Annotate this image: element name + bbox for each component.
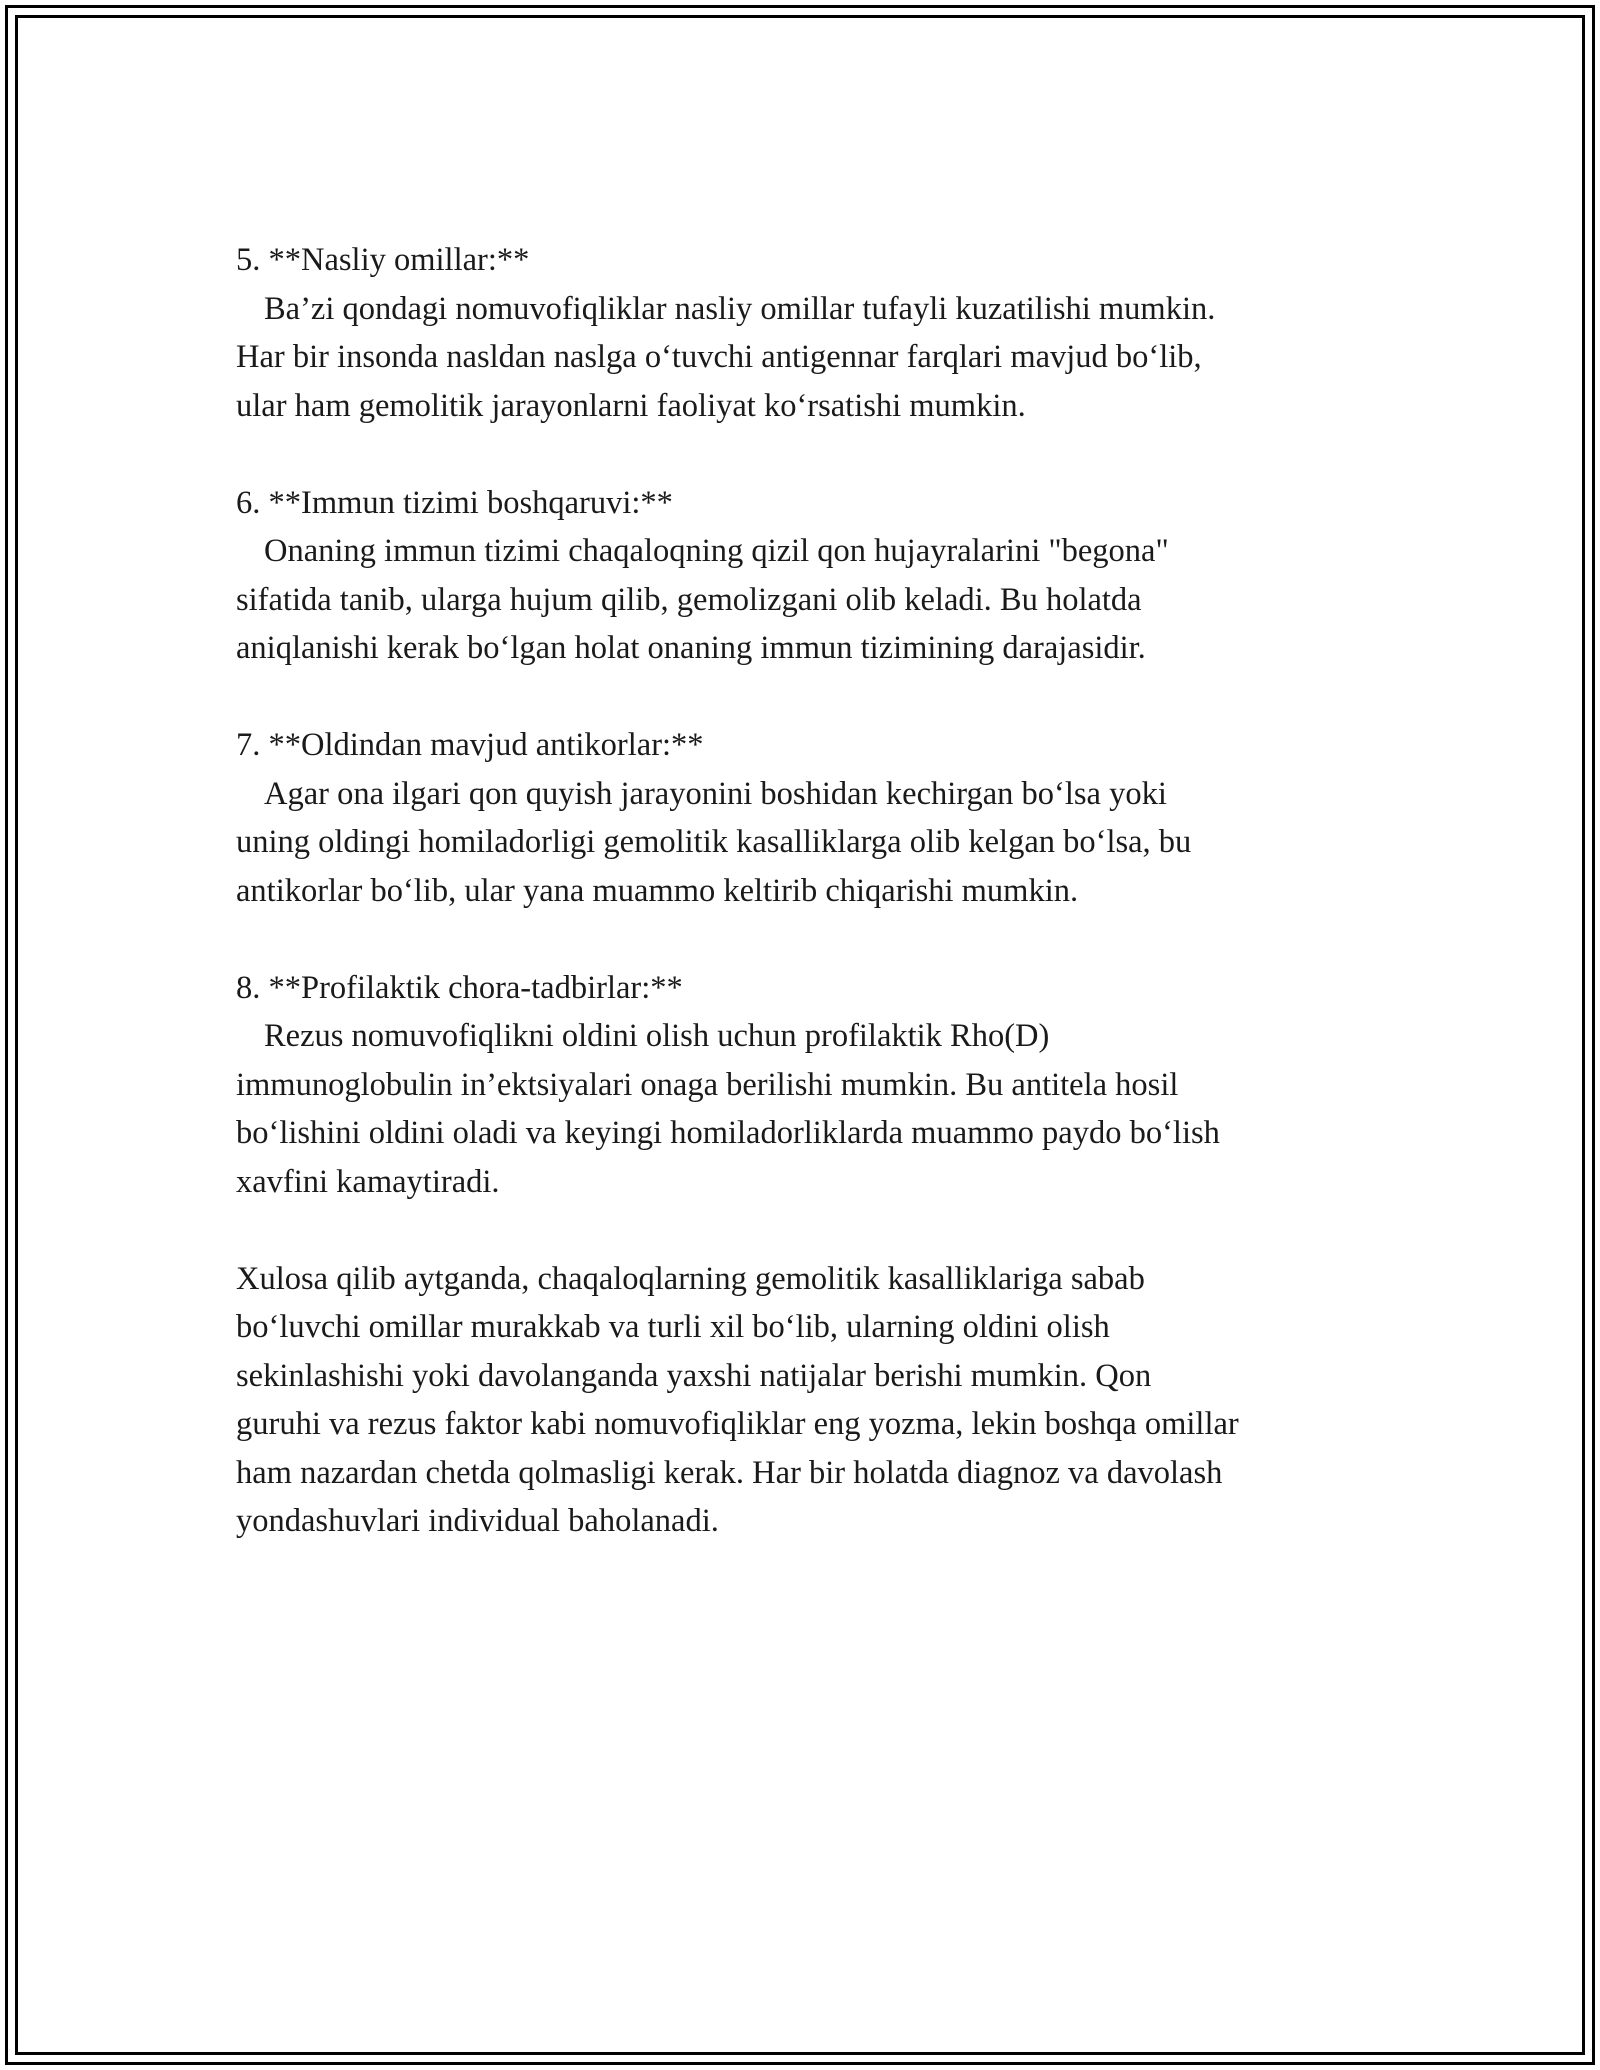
section-heading: 6. **Immun tizimi boshqaruvi:**: [236, 484, 673, 521]
section-line: Har bir insonda nasldan naslga o‘tuvchi antigennar farqlari mavjud bo‘lib,: [236, 339, 1202, 375]
conclusion-line: bo‘luvchi omillar murakkab va turli xil bo‘lib, ularning oldini olish: [236, 1309, 1110, 1345]
section-line: xavfini kamaytiradi.: [236, 1163, 500, 1200]
conclusion-line: sekinlashishi yoki davolanganda yaxshi natijalar berishi mumkin. Qon: [236, 1357, 1152, 1394]
section-heading: 8. **Profilaktik chora-tadbirlar:**: [236, 969, 683, 1006]
section-nasliy-omillar: [236, 236, 1376, 430]
document-body: [236, 236, 1376, 1594]
section-line: Rezus nomuvofiqlikni oldini olish uchun profilaktik Rho(D): [264, 1018, 1050, 1054]
section-line: Agar ona ilgari qon quyish jarayonini boshidan kechirgan bo‘lsa yoki: [264, 775, 1167, 812]
section-heading: 5. **Nasliy omillar:**: [236, 242, 530, 278]
section-line: antikorlar bo‘lib, ular yana muammo keltirib chiqarishi mumkin.: [236, 872, 1079, 909]
conclusion-paragraph: [236, 1255, 1376, 1546]
section-line: aniqlanishi kerak bo‘lgan holat onaning immun tizimining darajasidir.: [236, 630, 1146, 666]
section-immun-tizimi: [236, 479, 1376, 673]
section-oldindan-antikorlar: [236, 721, 1376, 915]
section-line: sifatida tanib, ularga hujum qilib, gemolizgani olib keladi. Bu holatda: [236, 581, 1142, 618]
section-heading: 7. **Oldindan mavjud antikorlar:**: [236, 727, 704, 763]
section-line: ular ham gemolitik jarayonlarni faoliyat ko‘rsatishi mumkin.: [236, 387, 1026, 424]
conclusion-line: guruhi va rezus faktor kabi nomuvofiqliklar eng yozma, lekin boshqa omillar: [236, 1406, 1239, 1442]
section-line: Onaning immun tizimi chaqaloqning qizil qon hujayralarini "begona": [264, 533, 1169, 569]
section-line: uning oldingi homiladorligi gemolitik kasalliklarga olib kelgan bo‘lsa, bu: [236, 824, 1192, 860]
conclusion-line: Xulosa qilib aytganda, chaqaloqlarning gemolitik kasalliklariga sabab: [236, 1260, 1145, 1297]
section-profilaktik-choralar: [236, 964, 1376, 1207]
section-line: bo‘lishini oldini oladi va keyingi homiladorliklarda muammo paydo bo‘lish: [236, 1115, 1220, 1151]
conclusion-line: yondashuvlari individual baholanadi.: [236, 1503, 719, 1539]
section-line: Ba’zi qondagi nomuvofiqliklar nasliy omillar tufayli kuzatilishi mumkin.: [264, 290, 1216, 327]
section-line: immunoglobulin in’ektsiyalari onaga berilishi mumkin. Bu antitela hosil: [236, 1066, 1179, 1103]
conclusion-line: ham nazardan chetda qolmasligi kerak. Har bir holatda diagnoz va davolash: [236, 1454, 1223, 1491]
